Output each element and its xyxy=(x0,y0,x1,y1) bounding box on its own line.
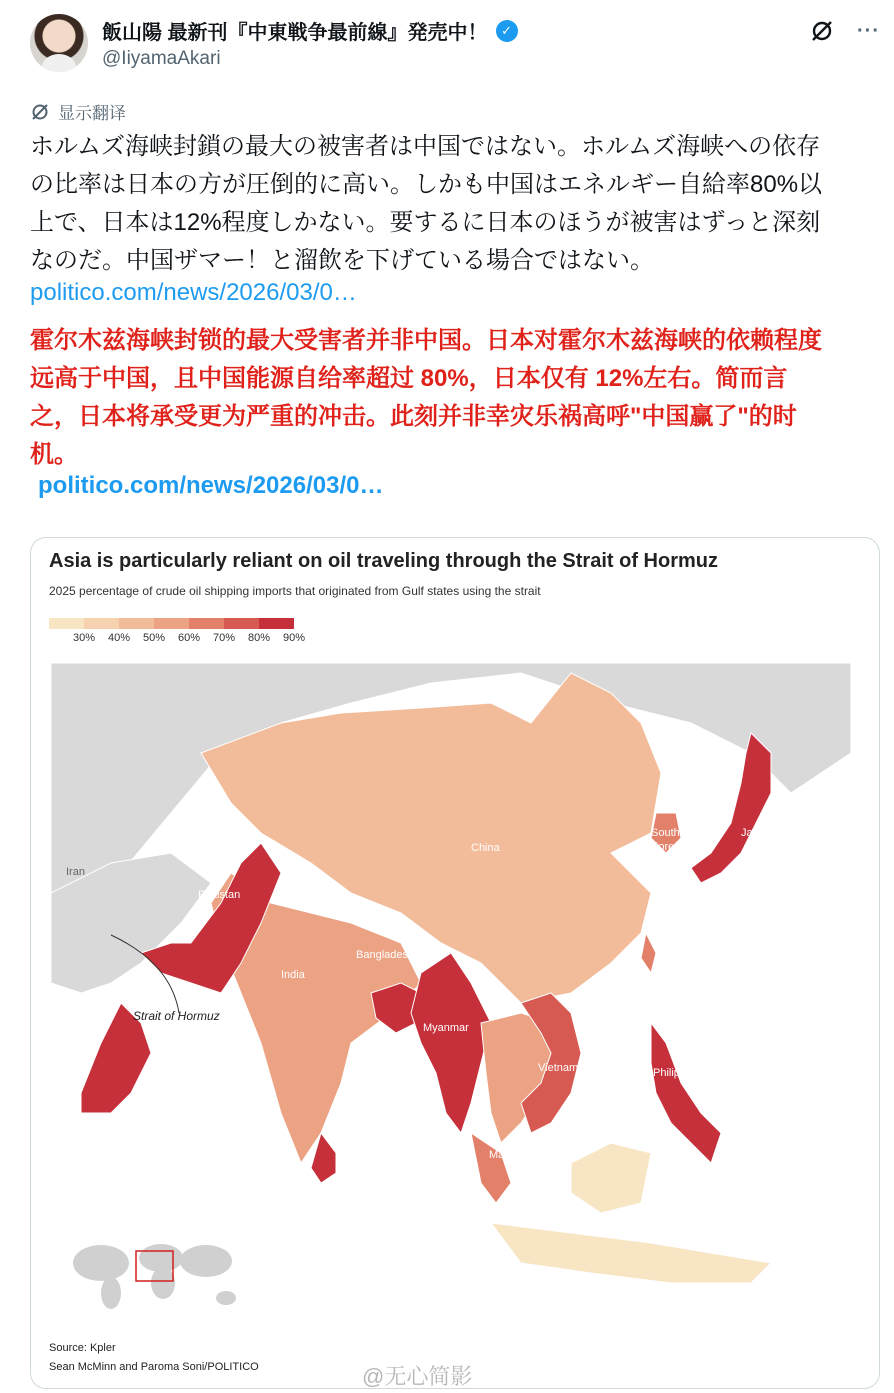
label-india: India xyxy=(281,969,305,981)
tweet-text-line: の比率は日本の方が圧倒的に高い。しかも中国はエネルギー自給率80%以 xyxy=(30,171,823,198)
label-iran: Iran xyxy=(66,866,85,878)
label-myanmar: Myanmar xyxy=(423,1022,469,1034)
legend-labels xyxy=(49,632,339,646)
chart-title: Asia is particularly reliant on oil traveling through the Strait of Hormuz xyxy=(49,550,718,572)
label-vietnam: Vietnam xyxy=(538,1062,579,1074)
legend-label: 90% xyxy=(283,632,306,644)
chart-source xyxy=(49,1339,259,1377)
legend-swatch xyxy=(259,618,294,629)
translate-icon xyxy=(30,102,50,122)
legend-swatch xyxy=(119,618,154,629)
verified-badge-icon: ✓ xyxy=(496,20,518,42)
legend-swatch xyxy=(154,618,189,629)
tweet-header xyxy=(30,14,880,76)
legend-label: 60% xyxy=(178,632,201,644)
tweet-text-line: ホルムズ海峡封鎖の最大の被害者は中国ではない。ホルムズ海峡への依存 xyxy=(30,133,821,160)
display-name[interactable]: 飯山陽 最新刊『中東戦争最前線』発売中！ xyxy=(102,22,488,44)
show-translation[interactable] xyxy=(30,99,126,124)
grok-icon[interactable] xyxy=(809,18,835,44)
translate-label: 显示翻译 xyxy=(58,104,126,123)
handle[interactable]: @IiyamaAkari xyxy=(102,48,221,69)
chart-subtitle: 2025 percentage of crude oil shipping imports that originated from Gulf states using the strait xyxy=(49,584,541,598)
translation-line: 远高于中国，且中国能源自给率超过 80%，日本仅有 12%左右。简而言 xyxy=(30,365,788,392)
translation-line: 机。 xyxy=(30,441,78,468)
legend-label: 40% xyxy=(108,632,131,644)
label-bangladesh: Bangladesh xyxy=(356,949,415,961)
credit-line: Sean McMinn and Paroma Soni/POLITICO xyxy=(49,1361,259,1373)
legend-label: 70% xyxy=(213,632,236,644)
watermark: @无心简影 xyxy=(362,1364,473,1389)
legend-swatch xyxy=(224,618,259,629)
source-line: Source: Kpler xyxy=(49,1342,116,1354)
name-row xyxy=(102,16,518,45)
tweet-text xyxy=(30,128,880,280)
translation-line: 霍尔木兹海峡封锁的最大受害者并非中国。日本对霍尔木兹海峡的依赖程度 xyxy=(30,327,822,354)
label-malaysia: Malaysia xyxy=(489,1149,533,1161)
legend-swatch xyxy=(189,618,224,629)
legend-label: 80% xyxy=(248,632,271,644)
translation-line: 之，日本将承受更为严重的冲击。此刻并非幸灾乐祸高呼"中国赢了"的时 xyxy=(30,403,797,430)
more-options-icon[interactable]: ··· xyxy=(857,19,880,42)
label-japan: Japan xyxy=(741,827,771,839)
header-actions xyxy=(809,18,880,44)
article-link[interactable]: politico.com/news/2026/03/0… xyxy=(30,279,357,306)
label-philippines: Philippines xyxy=(653,1067,707,1079)
translation-article-link[interactable]: politico.com/news/2026/03/0… xyxy=(38,472,384,499)
legend-label: 30% xyxy=(73,632,96,644)
asia-map xyxy=(51,663,851,1333)
label-strait-of-hormuz: Strait of Hormuz xyxy=(133,1009,220,1023)
label-china: China xyxy=(471,842,500,854)
color-legend xyxy=(49,618,294,629)
label-south-korea-1: South xyxy=(651,827,680,839)
label-south-korea-2: Korea xyxy=(651,841,681,853)
tweet-text-line: なのだ。中国ザマー！と溜飲を下げている場合ではない。 xyxy=(30,247,654,274)
avatar[interactable] xyxy=(30,14,88,72)
chart-image-card[interactable] xyxy=(30,537,880,1389)
tweet-text-line: 上で、日本は12%程度しかない。要するに日本のほうが被害はずっと深刻 xyxy=(30,209,821,236)
legend-swatch xyxy=(49,618,84,629)
legend-label: 50% xyxy=(143,632,166,644)
legend-swatch xyxy=(84,618,119,629)
inset-world-map xyxy=(61,1223,251,1323)
translation-text xyxy=(30,322,880,474)
label-pakistan: Pakistan xyxy=(198,889,241,901)
